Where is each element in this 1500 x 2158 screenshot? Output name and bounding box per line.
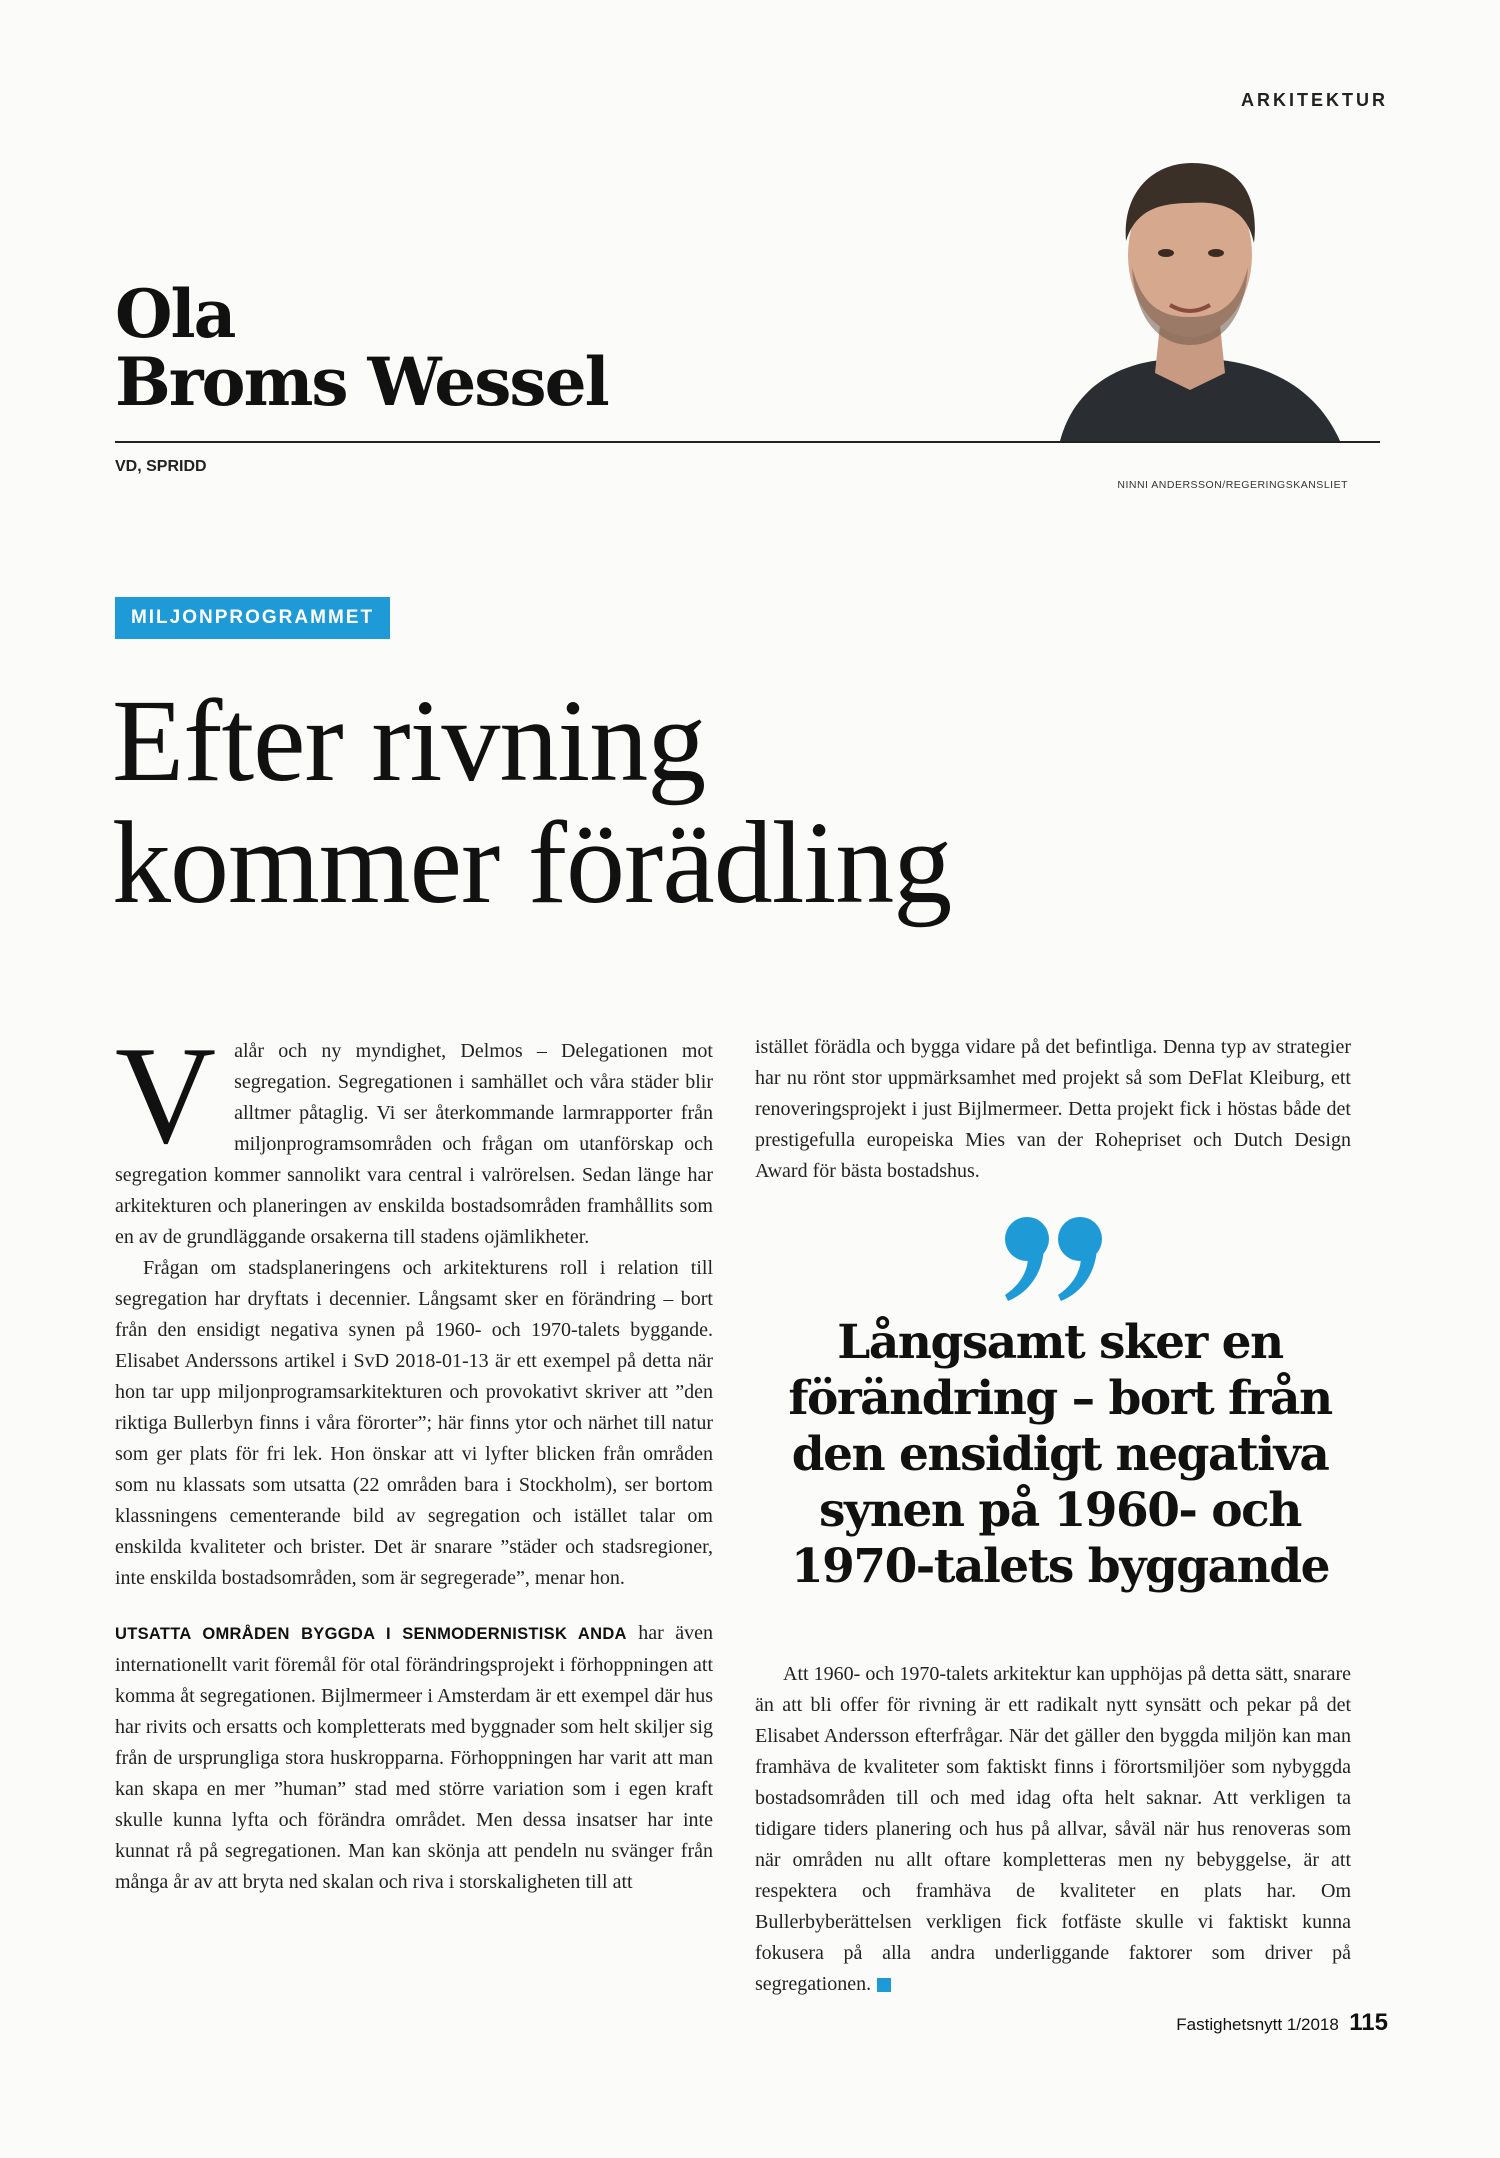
header-rule (115, 441, 1380, 443)
subhead: UTSATTA OMRÅDEN BYGGDA I SENMODERNISTISK ANDA (115, 1625, 627, 1643)
article-column-3 (755, 1659, 1351, 2000)
section-label: ARKITEKTUR (1241, 90, 1388, 110)
author-first-name: Ola (115, 275, 235, 353)
author-name (115, 275, 608, 421)
paragraph-2: Frågan om stadsplaneringens och arkitekturens roll i relation till segregation har dryftats i decennier. Långsamt sker en förändring – bort från den ensidigt negativa synen på 1960- och 1970-talets byggande. Elisabet Anderssons artikel i SvD 2018-01-13 är ett exempel på detta när hon tar upp miljonprogramsarkitekturen och provokativt skriver att ”den riktiga Bullerbyn finns i våra förorter”; här finns ytor och närhet till natur som ger plats för fri lek. Hon önskar att vi lyfter blicken från områden som nu klassats som utsatta (22 områden bara i Stockholm), ser bortom klassningens cementerande bild av segregation och istället talar om enskilda kvaliteter och brister. Det är snarare ”städer och stadsregioner, inte enskilda bostadsområden, som är segregerade”, menar hon. (115, 1257, 713, 1589)
headline (112, 675, 952, 928)
author-last-name: Broms Wessel (115, 343, 608, 421)
drop-cap: V (115, 1018, 217, 1173)
end-mark-icon (877, 1978, 891, 1992)
headline-line-1: Efter rivning (112, 675, 706, 806)
page-footer (1176, 2009, 1388, 2037)
paragraph-3: har även internationellt varit föremål för otal förändringsprojekt i förhoppningen att komma åt segregationen. Bijlmermeer i Amsterdam är ett exempel där hus har rivits och ersatts och kompletterats med byggnader som helt skiljer sig från de ursprungliga stora huskropparna. Förhoppningen har varit att man kan skapa en mer ”human” stad med större variation som i egen kraft skulle kunna lyfta och förändra området. Men dessa insatser har inte kunnat rå på segregationen. Man kan skönja att pendeln nu svänger från många år av att bryta ned skalan och riva i storskaligheten till att (115, 1622, 714, 1893)
topic-tag: MILJONPROGRAMMET (115, 597, 390, 639)
article-column-2 (755, 1032, 1351, 1187)
photo-credit: NINNI ANDERSSON/REGERINGSKANSLIET (1117, 479, 1348, 491)
page-number: 115 (1349, 2009, 1388, 2036)
article-column-1 (115, 1018, 714, 1898)
portrait-left-eye (1158, 249, 1174, 257)
author-portrait (1030, 145, 1350, 441)
paragraph-intro: alår och ny myndighet, Delmos – Delegationen mot segregation. Segregationen i samhället och våra städer blir alltmer påtaglig. Vi ser återkommande larmrapporter från miljonprogramsområden och frågan om utanförskap och segregation kommer sannolikt vara central i valrörelsen. Sedan länge har arkitekturen och planeringen av enskilda bostadsområden framhållits som en av de grundläggande orsakerna till stadens ojämlikheter. (115, 1040, 713, 1248)
portrait-right-eye (1208, 249, 1224, 257)
publication-name: Fastighetsnytt 1/2018 (1176, 2015, 1339, 2034)
headline-line-2: kommer förädling (112, 797, 952, 928)
author-role: VD, SPRIDD (115, 458, 207, 475)
pull-quote: Långsamt sker en förändring – bort från den ensidigt negativa synen på 1960- och 1970-talets byggande (788, 1315, 1332, 1594)
quote-mark-icon (1000, 1215, 1110, 1305)
paragraph-5: Att 1960- och 1970-talets arkitektur kan upphöjas på detta sätt, snarare än att bli offer för rivning är ett radikalt nytt synsätt och pekar på det Elisabet Andersson efterfrågar. När det gäller den byggda miljön kan man framhäva de kvaliteter som faktiskt finns i förortsmiljöer som nybyggda bostadsområden till och med idag ofta helt saknar. Att verkligen ta tidigare tiders planering och hus på allvar, såväl när hus renoveras som när områden nu allt oftare kompletteras men ny bebyggelse, är att respektera och framhäva de kvaliteter en plats har. Om Bullerbyberättelsen verkligen fick fotfäste skulle vi faktiskt kunna fokusera på alla andra underliggande faktorer som driver på segregationen. (755, 1663, 1351, 1995)
paragraph-4: istället förädla och bygga vidare på det befintliga. Denna typ av strategier har nu rönt stor uppmärksamhet med projekt så som DeFlat Kleiburg, ett renoveringsprojekt i just Bijlmermeer. Detta projekt fick i höstas både det prestigefulla europeiska Mies van der Rohepriset och Dutch Design Award för bästa bostadshus. (755, 1036, 1351, 1182)
